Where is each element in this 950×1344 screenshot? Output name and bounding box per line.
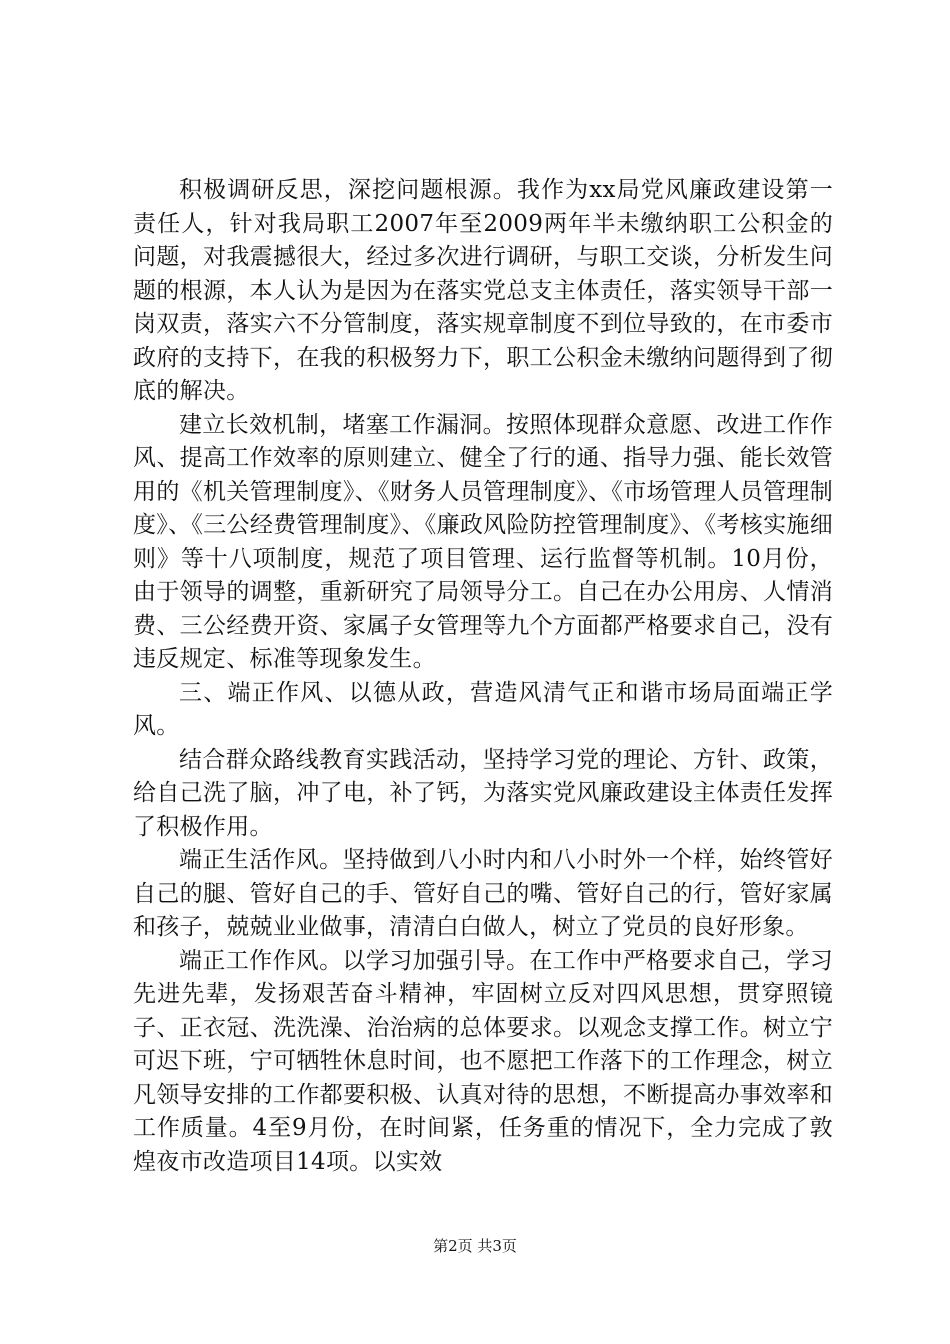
paragraph-mass-line-education: 结合群众路线教育实践活动，坚持学习党的理论、方针、政策，给自己洗了脑，冲了电，补了钙，为落实党风廉政建设主体责任发挥了积极作用。 — [133, 746, 833, 840]
page-number-footer: 第2页 共3页 — [433, 1237, 517, 1255]
paragraph-research-reflection: 积极调研反思，深挖问题根源。我作为xx局党风廉政建设第一责任人，针对我局职工2007年至2009两年半未缴纳职工公积金的问题，对我震撼很大，经过多次进行调研，与职工交谈，分析发生问题的根源，本人认为是因为在落实党总支主体责任，落实领导干部一岗双责，落实六不分管制度，落实规章制度不到位导致的，在市委市政府的支持下，在我的积极努力下，职工公积金未缴纳问题得到了彻底的解决。 — [133, 177, 833, 404]
paragraph-work-style: 端正工作作风。以学习加强引导。在工作中严格要求自己，学习先进先辈，发扬艰苦奋斗精神，牢固树立反对四风思想，贯穿照镜子、正衣冠、洗洗澡、治治病的总体要求。以观念支撑工作。树立宁可迟下班，宁可牺牲休息时间，也不愿把工作落下的工作理念，树立凡领导安排的工作都要积极、认真对待的思想，不断提高办事效率和工作质量。4至9月份，在时间紧，任务重的情况下，全力完成了敦煌夜市改造项目14项。以实效 — [133, 947, 833, 1175]
document-body — [133, 174, 833, 1179]
paragraph-long-term-mechanism: 建立长效机制，堵塞工作漏洞。按照体现群众意愿、改进工作作风、提高工作效率的原则建立、健全了行的通、指导力强、能长效管用的《机关管理制度》、《财务人员管理制度》、《市场管理人员管理制度》、《三公经费管理制度》、《廉政风险防控管理制度》、《考核实施细则》等十八项制度，规范了项目管理、运行监督等机制。10月份，由于领导的调整，重新研究了局领导分工。自己在办公用房、人情消费、三公经费开资、家属子女管理等九个方面都严格要求自己，没有违反规定、标准等现象发生。 — [133, 411, 833, 672]
section-heading-three: 三、端正作风、以德从政，营造风清气正和谐市场局面端正学风。 — [133, 679, 833, 739]
paragraph-life-style: 端正生活作风。坚持做到八小时内和八小时外一个样，始终管好自己的腿、管好自己的手、管好自己的嘴、管好自己的行，管好家属和孩子，兢兢业业做事，清清白白做人，树立了党员的良好形象。 — [133, 847, 833, 940]
